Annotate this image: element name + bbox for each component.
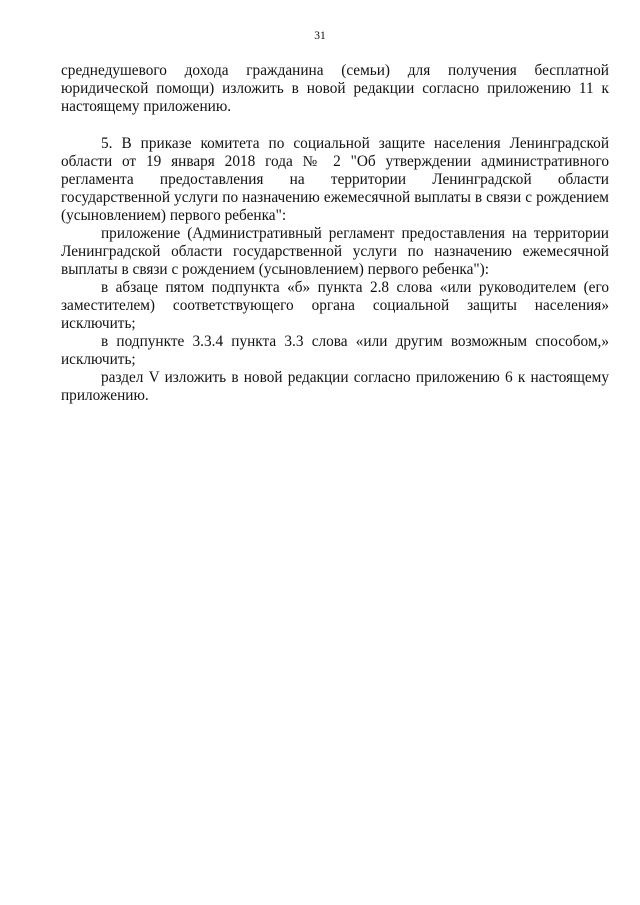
paragraph-section-v: раздел V изложить в новой редакции согласно приложению 6 к настоящему приложению. <box>61 369 609 404</box>
paragraph-continuation: среднедушевого дохода гражданина (семьи) для получения бесплатной юридической помощи) изложить в новой редакции согласно приложению 11 к настоящему приложению. <box>61 62 609 115</box>
paragraph-appendix: приложение (Административный регламент предоставления на территории Ленинградской области государственной услуги по назначению ежемесячной выплаты в связи с рождением (усыновлением) первого ребенка"): <box>61 225 609 278</box>
paragraph-amendment-2-8: в абзаце пятом подпункта «б» пункта 2.8 слова «или руководителем (его заместителем) соответствующего органа социальной защиты населения» исключить; <box>61 279 609 332</box>
paragraph-amendment-3-3-4: в подпункте 3.3.4 пункта 3.3 слова «или другим возможным способом,» исключить; <box>61 333 609 368</box>
paragraph-spacer <box>61 116 609 135</box>
document-body <box>61 62 609 405</box>
paragraph-item-5: 5. В приказе комитета по социальной защите населения Ленинградской области от 19 января 2018 года № 2 "Об утверждении административного регламента предоставления на территории Ленинградской области государственной услуги по назначению ежемесячной выплаты в связи с рождением (усыновлением) первого ребенка": <box>61 135 609 224</box>
page-number: 31 <box>314 30 326 42</box>
